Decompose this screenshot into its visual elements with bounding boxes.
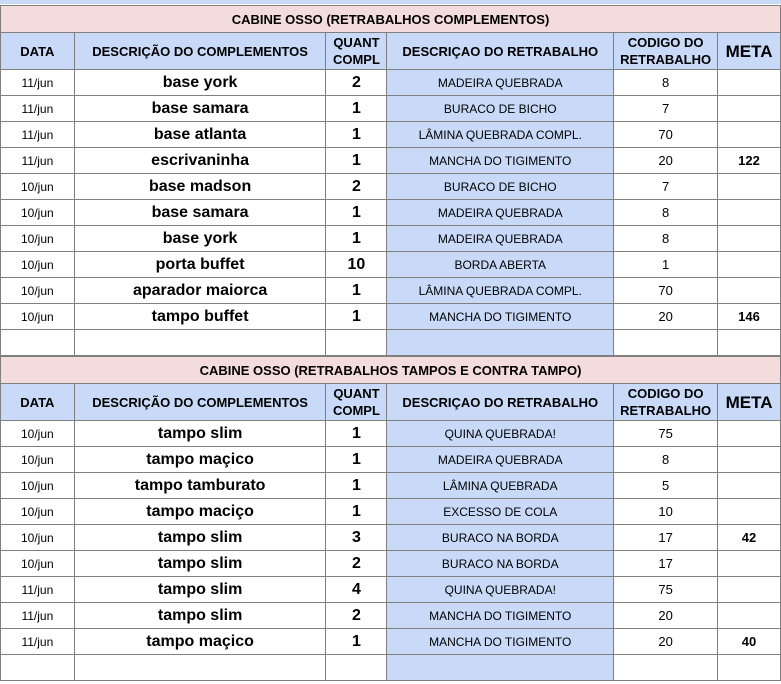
header-code-line2: RETRABALHO — [620, 52, 712, 67]
cell-code[interactable]: 10 — [614, 499, 718, 525]
table-row — [1, 447, 781, 473]
header-meta: META — [718, 384, 781, 421]
cell-qty[interactable]: 2 — [326, 174, 387, 200]
cell-description[interactable]: base york — [74, 226, 326, 252]
header-qty-line1: QUANT — [333, 386, 380, 401]
cell-retrabalho[interactable]: MANCHA DO TIGIMENTO — [387, 629, 614, 655]
table-row — [1, 200, 781, 226]
cell-code[interactable]: 20 — [614, 629, 718, 655]
cell-date[interactable]: 11/jun — [1, 629, 75, 655]
cell-code[interactable]: 1 — [614, 252, 718, 278]
cell-description[interactable]: tampo maçico — [74, 447, 326, 473]
cell-meta[interactable] — [718, 70, 781, 96]
cell-date[interactable] — [1, 330, 75, 356]
cell-description[interactable]: tampo slim — [74, 577, 326, 603]
cell-description[interactable]: tampo maçico — [74, 629, 326, 655]
cell-description[interactable]: base york — [74, 70, 326, 96]
cell-code[interactable]: 7 — [614, 174, 718, 200]
cell-retrabalho[interactable]: BURACO NA BORDA — [387, 525, 614, 551]
section1-header-row — [1, 33, 781, 70]
header-code-line2: RETRABALHO — [620, 403, 712, 418]
table-row — [1, 174, 781, 200]
cell-retrabalho[interactable] — [387, 330, 614, 356]
cell-code[interactable]: 70 — [614, 122, 718, 148]
table-row — [1, 70, 781, 96]
header-description: DESCRIÇÃO DO COMPLEMENTOS — [74, 384, 326, 421]
cell-description[interactable]: base madson — [74, 174, 326, 200]
cell-meta[interactable] — [718, 447, 781, 473]
cell-description[interactable]: base samara — [74, 200, 326, 226]
cell-meta[interactable]: 146 — [718, 304, 781, 330]
cell-description[interactable]: escrivaninha — [74, 148, 326, 174]
cell-retrabalho[interactable]: MADEIRA QUEBRADA — [387, 70, 614, 96]
cell-code[interactable]: 17 — [614, 525, 718, 551]
section2-table — [0, 356, 781, 681]
cell-meta[interactable] — [718, 174, 781, 200]
cell-code[interactable]: 8 — [614, 447, 718, 473]
cell-qty[interactable]: 10 — [326, 252, 387, 278]
header-retrabalho: DESCRIÇAO DO RETRABALHO — [387, 384, 614, 421]
cell-code[interactable]: 5 — [614, 473, 718, 499]
table-row — [1, 252, 781, 278]
cell-qty[interactable]: 1 — [326, 122, 387, 148]
cell-meta[interactable] — [718, 551, 781, 577]
table-row — [1, 499, 781, 525]
cell-qty[interactable]: 1 — [326, 447, 387, 473]
cell-qty[interactable]: 1 — [326, 499, 387, 525]
cell-date[interactable]: 11/jun — [1, 603, 75, 629]
section1-title-row — [1, 6, 781, 33]
cell-code[interactable]: 75 — [614, 577, 718, 603]
cell-meta[interactable] — [718, 421, 781, 447]
cell-retrabalho[interactable]: LÂMINA QUEBRADA COMPL. — [387, 122, 614, 148]
cell-description[interactable] — [74, 330, 326, 356]
cell-retrabalho[interactable]: MANCHA DO TIGIMENTO — [387, 603, 614, 629]
cell-retrabalho[interactable]: MANCHA DO TIGIMENTO — [387, 304, 614, 330]
cell-qty[interactable]: 1 — [326, 200, 387, 226]
cell-retrabalho[interactable]: EXCESSO DE COLA — [387, 499, 614, 525]
cell-description[interactable]: tampo maciço — [74, 499, 326, 525]
table-row — [1, 551, 781, 577]
cell-meta[interactable] — [718, 473, 781, 499]
cell-description[interactable]: base samara — [74, 96, 326, 122]
cell-meta[interactable] — [718, 226, 781, 252]
cell-code[interactable]: 20 — [614, 304, 718, 330]
cell-retrabalho[interactable]: LÂMINA QUEBRADA COMPL. — [387, 278, 614, 304]
header-description: DESCRIÇÃO DO COMPLEMENTOS — [74, 33, 326, 70]
cell-date[interactable]: 10/jun — [1, 174, 75, 200]
header-meta: META — [718, 33, 781, 70]
section1-table — [0, 5, 781, 356]
cell-description[interactable]: tampo slim — [74, 551, 326, 577]
table-row — [1, 577, 781, 603]
cell-meta[interactable] — [718, 330, 781, 356]
table-row — [1, 148, 781, 174]
cell-date[interactable]: 11/jun — [1, 577, 75, 603]
cell-qty[interactable]: 1 — [326, 148, 387, 174]
cell-description[interactable]: tampo buffet — [74, 304, 326, 330]
cell-description[interactable]: tampo slim — [74, 421, 326, 447]
cell-code[interactable]: 70 — [614, 278, 718, 304]
header-code — [614, 33, 718, 70]
cell-meta[interactable] — [718, 655, 781, 681]
cell-date[interactable]: 10/jun — [1, 525, 75, 551]
cell-date[interactable]: 10/jun — [1, 551, 75, 577]
header-code-line1: CODIGO DO — [627, 35, 704, 50]
header-code-line1: CODIGO DO — [627, 386, 704, 401]
cell-code[interactable]: 75 — [614, 421, 718, 447]
cell-date[interactable]: 10/jun — [1, 447, 75, 473]
cell-retrabalho[interactable]: QUINA QUEBRADA! — [387, 421, 614, 447]
cell-qty[interactable]: 1 — [326, 278, 387, 304]
table-row — [1, 330, 781, 356]
cell-qty[interactable]: 2 — [326, 603, 387, 629]
cell-meta[interactable] — [718, 577, 781, 603]
cell-retrabalho[interactable]: QUINA QUEBRADA! — [387, 577, 614, 603]
cell-qty[interactable]: 1 — [326, 629, 387, 655]
cell-date[interactable]: 10/jun — [1, 226, 75, 252]
cell-date[interactable]: 11/jun — [1, 96, 75, 122]
cell-description[interactable]: porta buffet — [74, 252, 326, 278]
header-code — [614, 384, 718, 421]
cell-meta[interactable]: 40 — [718, 629, 781, 655]
table-row — [1, 122, 781, 148]
cell-date[interactable]: 10/jun — [1, 499, 75, 525]
cell-meta[interactable]: 122 — [718, 148, 781, 174]
cell-retrabalho[interactable]: MADEIRA QUEBRADA — [387, 200, 614, 226]
table-row — [1, 525, 781, 551]
cell-qty[interactable] — [326, 330, 387, 356]
cell-date[interactable]: 10/jun — [1, 200, 75, 226]
cell-qty[interactable] — [326, 655, 387, 681]
cell-qty[interactable]: 1 — [326, 226, 387, 252]
cell-code[interactable]: 20 — [614, 148, 718, 174]
sheet-top-border — [0, 0, 781, 4]
section2-header-row — [1, 384, 781, 421]
header-retrabalho: DESCRIÇAO DO RETRABALHO — [387, 33, 614, 70]
table-row — [1, 473, 781, 499]
cell-date[interactable]: 11/jun — [1, 148, 75, 174]
cell-date[interactable]: 11/jun — [1, 70, 75, 96]
table-row — [1, 96, 781, 122]
cell-retrabalho[interactable] — [387, 655, 614, 681]
cell-date[interactable]: 10/jun — [1, 304, 75, 330]
cell-qty[interactable]: 1 — [326, 421, 387, 447]
cell-retrabalho[interactable]: BURACO DE BICHO — [387, 174, 614, 200]
cell-meta[interactable]: 42 — [718, 525, 781, 551]
cell-date[interactable]: 10/jun — [1, 252, 75, 278]
cell-qty[interactable]: 1 — [326, 473, 387, 499]
table-row — [1, 304, 781, 330]
table-row — [1, 226, 781, 252]
header-qty — [326, 384, 387, 421]
cell-qty[interactable]: 1 — [326, 304, 387, 330]
cell-date[interactable] — [1, 655, 75, 681]
cell-code[interactable]: 20 — [614, 603, 718, 629]
cell-retrabalho[interactable]: MANCHA DO TIGIMENTO — [387, 148, 614, 174]
cell-retrabalho[interactable]: MADEIRA QUEBRADA — [387, 447, 614, 473]
cell-description[interactable]: base atlanta — [74, 122, 326, 148]
cell-date[interactable]: 10/jun — [1, 473, 75, 499]
cell-retrabalho[interactable]: BURACO DE BICHO — [387, 96, 614, 122]
cell-meta[interactable] — [718, 278, 781, 304]
cell-description[interactable]: tampo tamburato — [74, 473, 326, 499]
cell-qty[interactable]: 2 — [326, 551, 387, 577]
cell-description[interactable]: aparador maiorca — [74, 278, 326, 304]
table-row — [1, 629, 781, 655]
section1-title: CABINE OSSO (RETRABALHOS COMPLEMENTOS) — [1, 6, 781, 33]
header-qty — [326, 33, 387, 70]
cell-code[interactable]: 8 — [614, 200, 718, 226]
header-qty-line2: COMPL — [332, 403, 380, 418]
cell-meta[interactable] — [718, 96, 781, 122]
cell-description[interactable] — [74, 655, 326, 681]
cell-meta[interactable] — [718, 122, 781, 148]
cell-code[interactable]: 8 — [614, 70, 718, 96]
cell-code[interactable]: 7 — [614, 96, 718, 122]
cell-code[interactable] — [614, 330, 718, 356]
cell-meta[interactable] — [718, 499, 781, 525]
header-qty-line1: QUANT — [333, 35, 380, 50]
cell-meta[interactable] — [718, 200, 781, 226]
cell-qty[interactable]: 3 — [326, 525, 387, 551]
cell-date[interactable]: 10/jun — [1, 421, 75, 447]
cell-retrabalho[interactable]: BORDA ABERTA — [387, 252, 614, 278]
section2-title-row — [1, 357, 781, 384]
cell-code[interactable] — [614, 655, 718, 681]
header-qty-line2: COMPL — [332, 52, 380, 67]
cell-description[interactable]: tampo slim — [74, 603, 326, 629]
table-row — [1, 603, 781, 629]
cell-meta[interactable] — [718, 252, 781, 278]
table-row — [1, 655, 781, 681]
cell-retrabalho[interactable]: BURACO NA BORDA — [387, 551, 614, 577]
table-row — [1, 278, 781, 304]
cell-qty[interactable]: 4 — [326, 577, 387, 603]
cell-date[interactable]: 11/jun — [1, 122, 75, 148]
cell-code[interactable]: 8 — [614, 226, 718, 252]
table-row — [1, 421, 781, 447]
cell-description[interactable]: tampo slim — [74, 525, 326, 551]
header-date: DATA — [1, 384, 75, 421]
cell-retrabalho[interactable]: MADEIRA QUEBRADA — [387, 226, 614, 252]
section2-title: CABINE OSSO (RETRABALHOS TAMPOS E CONTRA TAMPO) — [1, 357, 781, 384]
cell-qty[interactable]: 1 — [326, 96, 387, 122]
cell-meta[interactable] — [718, 603, 781, 629]
cell-code[interactable]: 17 — [614, 551, 718, 577]
cell-qty[interactable]: 2 — [326, 70, 387, 96]
cell-date[interactable]: 10/jun — [1, 278, 75, 304]
cell-retrabalho[interactable]: LÂMINA QUEBRADA — [387, 473, 614, 499]
header-date: DATA — [1, 33, 75, 70]
